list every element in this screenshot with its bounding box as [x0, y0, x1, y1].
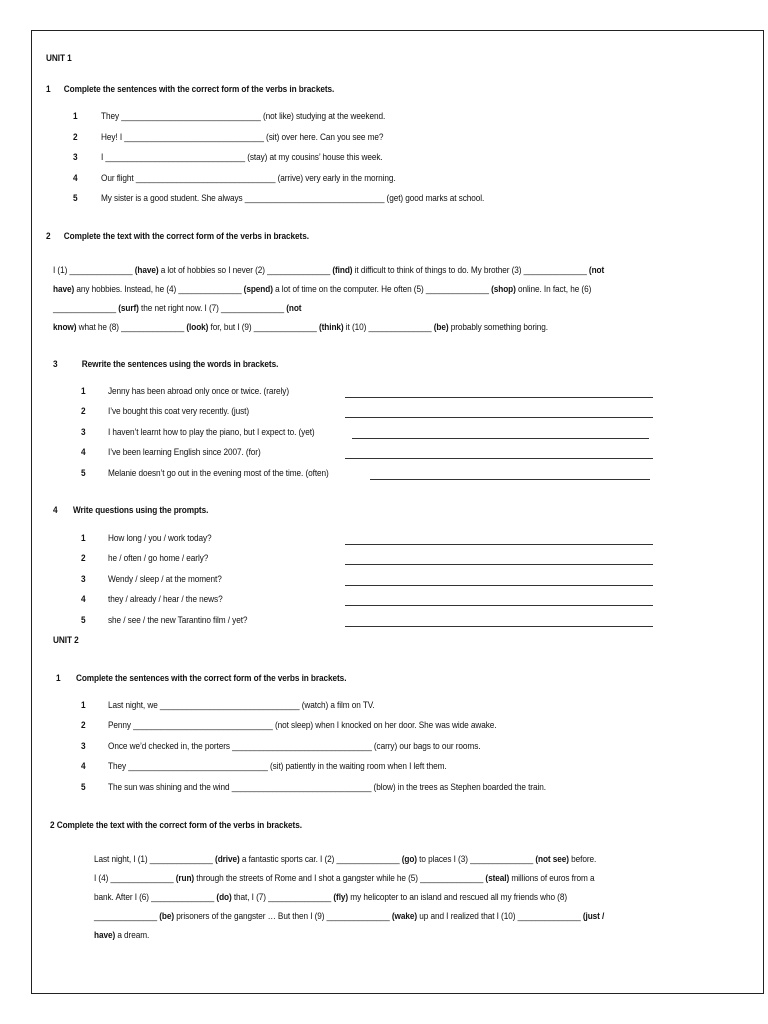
unit1-ex3-item-1: Jenny has been abroad only once or twice. (rarely): [108, 386, 289, 397]
unit1-ex4-num-2: 2: [81, 553, 86, 564]
unit2-ex1-item-3: Once we’d checked in, the porters _______________________________ (carry) our bags to our rooms.: [108, 741, 481, 752]
unit1-ex1-item-3: I _______________________________ (stay) at my cousins’ house this week.: [101, 152, 383, 163]
unit2-ex1-num-5: 5: [81, 782, 86, 793]
unit1-ex4-item-5: she / see / the new Tarantino film / yet?: [108, 615, 248, 626]
unit2-ex2-line-4: ______________ (be) prisoners of the gangster … But then I (9) ______________ (wake) up and I realized that I (10) ______________ (just /: [94, 911, 605, 922]
unit2-ex1-heading: 1 Complete the sentences with the correct form of the verbs in brackets.: [56, 673, 347, 684]
unit1-ex1-heading: 1 Complete the sentences with the correct form of the verbs in brackets.: [46, 84, 335, 95]
unit2-ex2-line-5: have) a dream.: [94, 930, 150, 941]
unit1-ex4-num-4: 4: [81, 594, 86, 605]
answer-line[interactable]: [345, 585, 653, 586]
unit1-ex3-num-4: 4: [81, 447, 86, 458]
unit2-ex1-item-1: Last night, we _______________________________ (watch) a film on TV.: [108, 700, 375, 711]
unit1-ex4-num-5: 5: [81, 615, 86, 626]
answer-line[interactable]: [370, 479, 650, 480]
unit2-ex1-item-5: The sun was shining and the wind _______________________________ (blow) in the trees as Stephen boarded the train.: [108, 782, 546, 793]
unit1-ex1-num-3: 3: [73, 152, 78, 163]
unit1-ex3-heading: 3 Rewrite the sentences using the words in brackets.: [53, 359, 279, 370]
unit2-ex2-line-1: Last night, I (1) ______________ (drive) a fantastic sports car. I (2) ______________ (go) to places I (3) ______________ (not see) before.: [94, 854, 597, 865]
unit1-ex3-num-5: 5: [81, 468, 86, 479]
unit1-ex4-item-4: they / already / hear / the news?: [108, 594, 223, 605]
answer-line[interactable]: [345, 544, 653, 545]
unit1-ex2-line-4: know) what he (8) ______________ (look) for, but I (9) ______________ (think) it (10) ______________ (be) probably something boring.: [53, 322, 549, 333]
answer-line[interactable]: [345, 564, 653, 565]
unit2-ex1-num-2: 2: [81, 720, 86, 731]
unit2-ex2-line-2: I (4) ______________ (run) through the streets of Rome and I shot a gangster while he (5) ______________ (steal) millions of euros from a: [94, 873, 595, 884]
unit1-ex4-item-2: he / often / go home / early?: [108, 553, 209, 564]
unit1-ex1-num-1: 1: [73, 111, 78, 122]
unit1-ex1-num-2: 2: [73, 132, 78, 143]
unit1-ex3-num-1: 1: [81, 386, 86, 397]
unit1-ex3-item-3: I haven’t learnt how to play the piano, but I expect to. (yet): [108, 427, 315, 438]
unit1-ex1-num-4: 4: [73, 173, 78, 184]
answer-line[interactable]: [352, 438, 649, 439]
unit2-ex1-num-1: 1: [81, 700, 86, 711]
answer-line[interactable]: [345, 605, 653, 606]
unit1-ex2-line-3: ______________ (surf) the net right now. I (7) ______________ (not: [53, 303, 302, 314]
unit1-ex2-line-2: have) any hobbies. Instead, he (4) ______________ (spend) a lot of time on the computer. He often (5) ______________ (shop) online. In fact, he (6): [53, 284, 592, 295]
answer-line[interactable]: [345, 417, 653, 418]
unit1-ex1-num-5: 5: [73, 193, 78, 204]
unit1-ex4-heading: 4 Write questions using the prompts.: [53, 505, 209, 516]
unit2-ex1-item-2: Penny _______________________________ (not sleep) when I knocked on her door. She was wide awake.: [108, 720, 497, 731]
unit2-ex1-num-3: 3: [81, 741, 86, 752]
unit2-ex2-line-3: bank. After I (6) ______________ (do) that, I (7) ______________ (fly) my helicopter to an island and rescued all my friends who (8): [94, 892, 567, 903]
unit2-title: UNIT 2: [53, 635, 79, 646]
unit2-ex2-heading: 2 Complete the text with the correct form of the verbs in brackets.: [50, 820, 302, 831]
answer-line[interactable]: [345, 626, 653, 627]
unit1-ex2-heading: 2 Complete the text with the correct form of the verbs in brackets.: [46, 231, 309, 242]
unit1-title: UNIT 1: [46, 53, 72, 64]
answer-line[interactable]: [345, 397, 653, 398]
unit1-ex1-item-2: Hey! I _______________________________ (sit) over here. Can you see me?: [101, 132, 384, 143]
unit1-ex4-num-3: 3: [81, 574, 86, 585]
unit1-ex1-item-4: Our flight _______________________________ (arrive) very early in the morning.: [101, 173, 396, 184]
unit1-ex1-item-1: They _______________________________ (not like) studying at the weekend.: [101, 111, 386, 122]
unit2-ex1-item-4: They _______________________________ (sit) patiently in the waiting room when I left them.: [108, 761, 447, 772]
unit1-ex3-item-4: I’ve been learning English since 2007. (for): [108, 447, 261, 458]
answer-line[interactable]: [345, 458, 653, 459]
unit2-ex1-num-4: 4: [81, 761, 86, 772]
unit1-ex3-item-5: Melanie doesn’t go out in the evening most of the time. (often): [108, 468, 329, 479]
unit1-ex4-num-1: 1: [81, 533, 86, 544]
unit1-ex1-item-5: My sister is a good student. She always _______________________________ (get) good marks at school.: [101, 193, 485, 204]
unit1-ex3-item-2: I’ve bought this coat very recently. (just): [108, 406, 250, 417]
unit1-ex4-item-1: How long / you / work today?: [108, 533, 212, 544]
unit1-ex2-line-1: I (1) ______________ (have) a lot of hobbies so I never (2) ______________ (find) it difficult to think of things to do. My brother (3) ______________ (not: [53, 265, 605, 276]
unit1-ex3-num-3: 3: [81, 427, 86, 438]
unit1-ex3-num-2: 2: [81, 406, 86, 417]
unit1-ex4-item-3: Wendy / sleep / at the moment?: [108, 574, 222, 585]
